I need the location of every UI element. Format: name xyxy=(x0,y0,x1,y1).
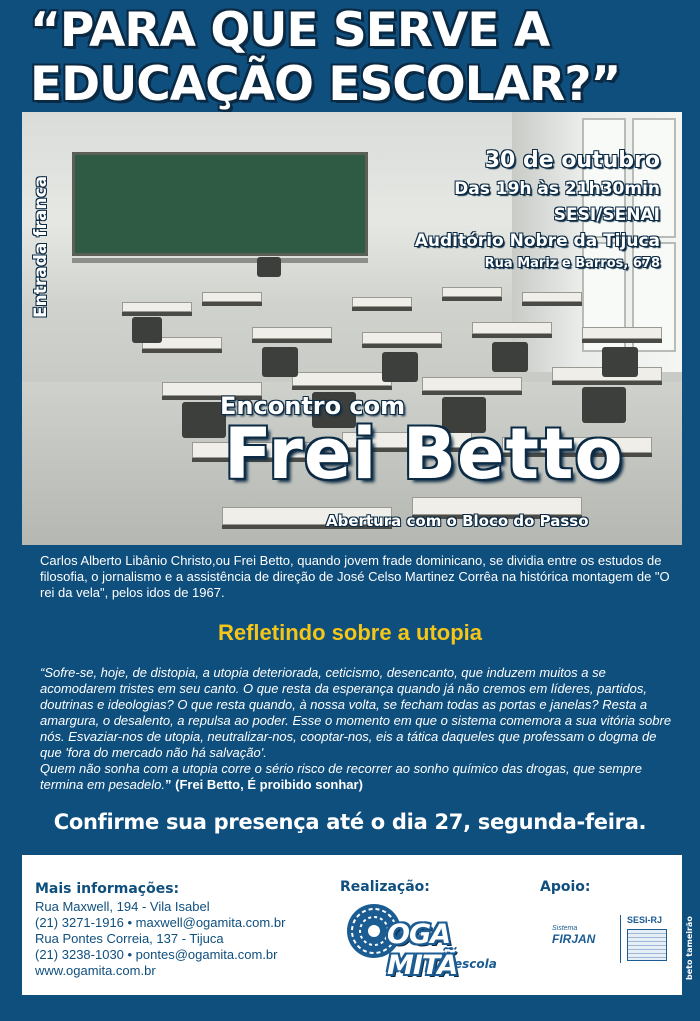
opening-act: Abertura com o Bloco do Passo xyxy=(326,512,589,530)
desk xyxy=(202,292,262,302)
info-heading: Mais informações: xyxy=(35,881,180,897)
quote-text: “Sofre-se, hoje, de distopia, a utopia deteriorada, ceticismo, desencanto, que induzem muitos a se acomodarem tristes em seu canto. O que resta da esperança quando já não cremos em líderes, partidos, doutrinas e ideologias? O que resta quando, à nossa volta, se fecham todas as portas e janelas? Resta a amargura, o desalento, a repulsa ao poder. Esse o momento em que o sistema comemora a sua vitória sobre nós. Esvaziar-nos de utopia, neutralizar-nos, cooptar-nos, eis a tática daqueles que professam o dogma de que 'fora do mercado não há salvação'. xyxy=(40,665,672,760)
oga-mita-wordmark: OGA MITÃ xyxy=(387,919,458,981)
event-hall: Auditório Nobre da Tijuca xyxy=(414,231,660,251)
firjan-logo xyxy=(552,925,616,946)
contact-line[interactable]: (21) 3238-1030 • pontes@ogamita.com.br xyxy=(35,947,278,962)
desk xyxy=(122,302,192,312)
speaker-quote xyxy=(40,665,680,793)
designer-credit: beto tameirão xyxy=(685,916,694,980)
desk xyxy=(582,327,662,339)
poster-title xyxy=(30,4,670,112)
contact-list xyxy=(35,899,335,979)
organizer-heading: Realização: xyxy=(340,879,430,895)
chair xyxy=(262,347,298,377)
contact-line[interactable]: (21) 3271-1916 • maxwell@ogamita.com.br xyxy=(35,915,286,930)
speaker-name: Frei Betto xyxy=(224,413,624,495)
encounter-label: Encontro com xyxy=(220,392,406,420)
sesi-emblem-icon xyxy=(627,929,667,961)
footer-panel xyxy=(22,855,682,995)
title-line-2: EDUCAÇÃO ESCOLAR?” xyxy=(30,57,621,112)
event-time: Das 19h às 21h30min xyxy=(454,179,660,199)
event-street: Rua Mariz e Barros, 678 xyxy=(484,256,660,271)
speaker-bio: Carlos Alberto Libânio Christo,ou Frei Betto, quando jovem frade dominicano, se dividia entre os estudos de filosofia, o jornalismo e a assistência de direção de José Celso Martinez Corrêa na histórica montagem de "O rei da vela", pelos idos de 1967. xyxy=(40,553,670,600)
desk xyxy=(292,372,392,386)
desk xyxy=(362,332,442,344)
chair xyxy=(602,347,638,377)
contact-line: Rua Maxwell, 194 - Vila Isabel xyxy=(35,899,210,914)
oga-mita-logo xyxy=(342,899,512,979)
desk xyxy=(422,377,522,391)
quote-text-2: Quem não sonha com a utopia corre o sério risco de recorrer ao sonho químico das drogas, que sempre termina em pesadelo. xyxy=(40,761,642,792)
rsvp-notice: Confirme sua presença até o dia 27, segunda-feira. xyxy=(53,810,647,834)
title-line-1: “PARA QUE SERVE A xyxy=(30,3,550,58)
event-date: 30 de outubro xyxy=(484,148,660,173)
chair xyxy=(382,352,418,382)
desk xyxy=(252,327,332,339)
desk xyxy=(352,297,412,307)
firjan-name: FIRJAN xyxy=(552,932,596,946)
sesi-logo xyxy=(620,915,670,963)
event-info xyxy=(300,146,660,274)
oga-mita-subtitle: escola xyxy=(454,957,497,971)
chair xyxy=(492,342,528,372)
desk xyxy=(442,287,502,297)
section-heading: Refletindo sobre a utopia xyxy=(217,620,483,645)
quote-attribution: ” (Frei Betto, É proibido sonhar) xyxy=(165,777,363,792)
chair xyxy=(132,317,162,343)
sesi-name: SESI-RJ xyxy=(627,915,663,925)
free-entry-label: Entrada franca xyxy=(31,175,51,318)
event-venue: SESI/SENAI xyxy=(553,205,660,225)
website-link[interactable]: www.ogamita.com.br xyxy=(35,963,156,978)
firjan-system-label: Sistema xyxy=(552,925,578,932)
support-heading: Apoio: xyxy=(540,879,591,895)
chair xyxy=(257,257,281,277)
desk xyxy=(522,292,582,302)
contact-line: Rua Pontes Correia, 137 - Tijuca xyxy=(35,931,224,946)
desk xyxy=(472,322,552,334)
